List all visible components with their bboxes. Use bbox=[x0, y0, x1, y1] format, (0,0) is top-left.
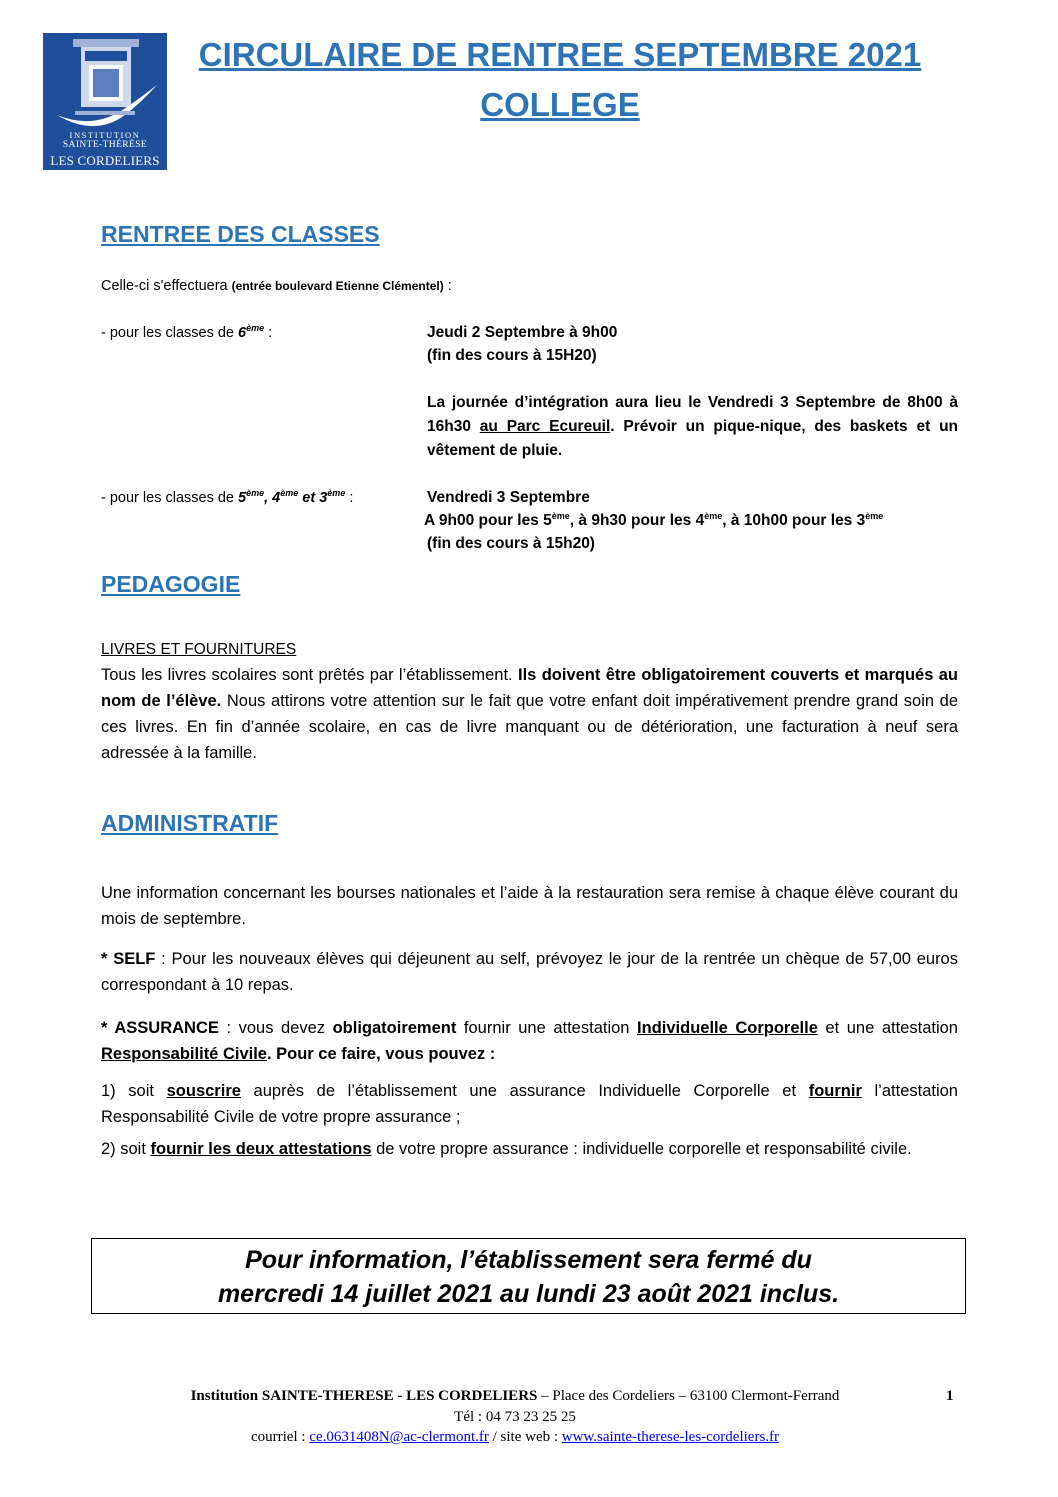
footer-site-label: / site web : bbox=[488, 1429, 562, 1445]
sixieme-label-text: - pour les classes de bbox=[101, 325, 239, 341]
livres-text-bold: Ils doivent être obligatoirement couverts et marqués au nom de l’élève. bbox=[101, 666, 958, 710]
assurance-option-2 bbox=[101, 1136, 958, 1162]
autres-end-time: (fin des cours à 15h20) bbox=[427, 535, 595, 552]
livres-text-2: Nous attirons votre attention sur le fait que votre enfant doit impérativement prendre grand soin de ces livres. En fin d’année scolaire, en cas de livre manquant ou de détérioration, une facturation à neuf sera adressée à la famille. bbox=[101, 692, 958, 762]
school-crest-icon bbox=[51, 37, 159, 129]
autres-date: Vendredi 3 Septembre bbox=[427, 489, 590, 506]
footer-institution-name: Institution SAINTE-THERESE - LES CORDELIERS bbox=[190, 1388, 538, 1404]
schedule-3: , à 10h00 pour les 3 bbox=[722, 512, 866, 529]
class-4-sup: ème bbox=[280, 488, 299, 499]
assurance-paragraph bbox=[101, 1015, 958, 1067]
sixieme-sup: ème bbox=[246, 323, 265, 334]
closure-notice-line-1: Pour information, l’établissement sera fermé du bbox=[245, 1246, 812, 1274]
assurance-text-3: et une attestation bbox=[817, 1019, 958, 1037]
option-2-text-1: 2) soit bbox=[101, 1140, 151, 1158]
logo-line-3: LES CORDELIERS bbox=[50, 153, 160, 168]
self-text: : Pour les nouveaux élèves qui déjeunent au self, prévoyez le jour de la rentrée un chèque de 57,00 euros correspondant à 10 repas. bbox=[101, 950, 958, 994]
option-2-text-2: de votre propre assurance : individuelle corporelle et responsabilité civile. bbox=[371, 1140, 912, 1158]
footer-site-link[interactable]: www.sainte-therese-les-cordeliers.fr bbox=[561, 1429, 780, 1445]
autres-classes-label bbox=[101, 486, 353, 510]
livres-subheading: LIVRES ET FOURNITURES bbox=[101, 641, 297, 658]
sixieme-date: Jeudi 2 Septembre à 9h00 bbox=[427, 324, 618, 341]
class-4-number: 4 bbox=[272, 490, 281, 506]
section-heading-rentree: RENTREE DES CLASSES bbox=[101, 221, 380, 247]
autres-schedule bbox=[424, 509, 883, 533]
class-3-sup: ème bbox=[327, 488, 346, 499]
assurance-text-2: fournir une attestation bbox=[456, 1019, 638, 1037]
self-paragraph bbox=[101, 946, 958, 998]
rentree-intro-end: : bbox=[443, 278, 452, 294]
rentree-intro bbox=[101, 274, 452, 298]
class-3-number: 3 bbox=[319, 490, 328, 506]
logo-line-1: INSTITUTION bbox=[69, 130, 141, 140]
document-title-line-1: CIRCULAIRE DE RENTREE SEPTEMBRE 2021 bbox=[198, 36, 922, 73]
footer-email-link[interactable]: ce.0631408N@ac-clermont.fr bbox=[309, 1429, 489, 1445]
assurance-responsabilite-civile: Responsabilité Civile bbox=[101, 1045, 267, 1063]
footer-contact bbox=[100, 1427, 930, 1447]
document-title-line-2: COLLEGE bbox=[480, 86, 640, 123]
autres-colon: : bbox=[345, 490, 354, 506]
schedule-3-sup: ème bbox=[865, 510, 884, 521]
assurance-label: * ASSURANCE bbox=[101, 1019, 219, 1037]
bourses-paragraph: Une information concernant les bourses nationales et l’aide à la restauration sera remise à chaque élève courant du mois de septembre. bbox=[101, 884, 958, 928]
footer-email-label: courriel : bbox=[250, 1429, 310, 1445]
option-1-text-2: auprès de l’établissement une assurance Individuelle Corporelle et bbox=[240, 1082, 809, 1100]
integration-text-2: . Prévoir un pique-nique, des baskets et un vêtement de pluie. bbox=[427, 418, 958, 459]
self-label: * SELF bbox=[101, 950, 156, 968]
integration-location: au Parc Ecureuil bbox=[479, 418, 611, 435]
class-5-sup: ème bbox=[246, 488, 265, 499]
option-1-text-1: 1) soit bbox=[101, 1082, 167, 1100]
sixieme-colon: : bbox=[264, 325, 273, 341]
section-heading-pedagogie: PEDAGOGIE bbox=[101, 571, 241, 597]
option-1-souscrire: souscrire bbox=[166, 1082, 241, 1100]
schedule-4-sup: ème bbox=[704, 510, 723, 521]
rentree-intro-text: Celle-ci s'effectuera bbox=[101, 278, 232, 294]
rentree-entrance: (entrée boulevard Etienne Clémentel) bbox=[231, 279, 444, 293]
section-heading-administratif: ADMINISTRATIF bbox=[101, 810, 279, 836]
assurance-text-4: . Pour ce faire, vous pouvez : bbox=[266, 1045, 496, 1063]
footer-line-1 bbox=[100, 1386, 930, 1406]
option-1-fournir: fournir bbox=[808, 1082, 862, 1100]
livres-text-1: Tous les livres scolaires sont prêtés par l’établissement. bbox=[101, 666, 518, 684]
option-1-text-3: l’attestation Responsabilité Civile de votre propre assurance ; bbox=[101, 1082, 958, 1126]
class-separator: , bbox=[264, 490, 273, 506]
autres-label-text: - pour les classes de bbox=[101, 490, 239, 506]
sixieme-label bbox=[101, 321, 272, 345]
class-5-number: 5 bbox=[238, 490, 247, 506]
schedule-5: A 9h00 pour les 5 bbox=[424, 512, 552, 529]
option-2-fournir: fournir les deux attestations bbox=[150, 1140, 372, 1158]
assurance-obligatoirement: obligatoirement bbox=[332, 1019, 457, 1037]
assurance-option-1 bbox=[101, 1078, 958, 1130]
closure-notice-line-2: mercredi 14 juillet 2021 au lundi 23 août 2021 inclus. bbox=[217, 1280, 840, 1308]
footer-phone: Tél : 04 73 23 25 25 bbox=[454, 1409, 576, 1425]
school-logo bbox=[43, 33, 167, 170]
sixieme-number: 6 bbox=[238, 325, 247, 341]
assurance-individuelle-corporelle: Individuelle Corporelle bbox=[637, 1019, 818, 1037]
footer-address: – Place des Cordeliers – 63100 Clermont-Ferrand bbox=[537, 1388, 840, 1404]
class-and: et bbox=[298, 490, 320, 506]
page-number: 1 bbox=[946, 1388, 954, 1404]
sixieme-end-time: (fin des cours à 15H20) bbox=[427, 347, 597, 364]
schedule-4: , à 9h30 pour les 4 bbox=[569, 512, 705, 529]
assurance-text-1: : vous devez bbox=[218, 1019, 333, 1037]
livres-paragraph bbox=[101, 662, 958, 766]
closure-notice-box bbox=[91, 1238, 966, 1314]
integration-day-note bbox=[427, 391, 958, 463]
logo-line-2: SAINTE-THÉRÈSE bbox=[62, 140, 148, 150]
schedule-5-sup: ème bbox=[551, 510, 570, 521]
integration-text-1: La journée d’intégration aura lieu le Vendredi 3 Septembre de 8h00 à 16h30 bbox=[427, 394, 958, 435]
